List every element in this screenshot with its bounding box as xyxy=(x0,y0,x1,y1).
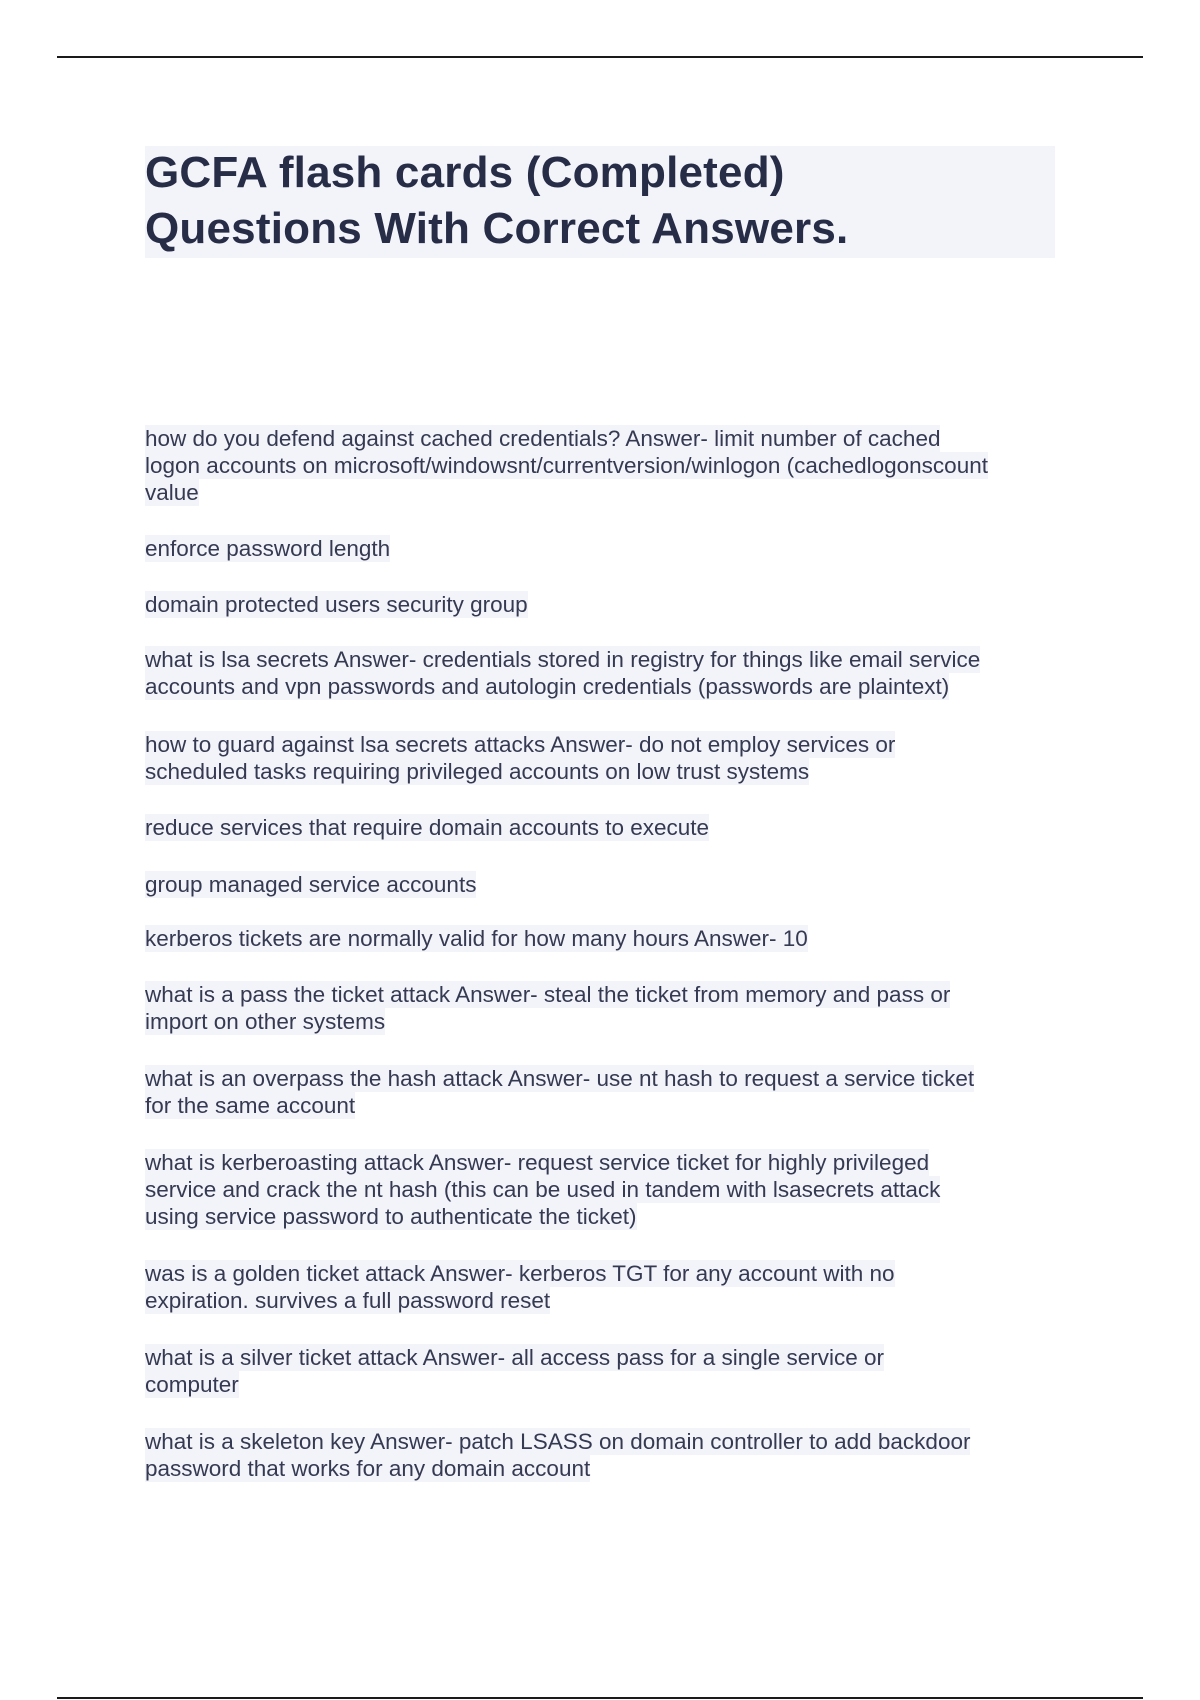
document-title xyxy=(145,146,1055,258)
flashcard-entry-1 xyxy=(145,425,988,506)
entry-line: how to guard against lsa secrets attacks Answer- do not employ services or xyxy=(145,732,896,757)
entry-line: what is kerberoasting attack Answer- request service ticket for highly privileged xyxy=(145,1150,930,1175)
flashcard-entry-7 xyxy=(145,871,476,898)
flashcard-entry-6 xyxy=(145,814,709,841)
title-line-1: GCFA flash cards (Completed) xyxy=(145,148,785,197)
entry-line: logon accounts on microsoft/windowsnt/currentversion/winlogon (cachedlogonscount xyxy=(145,453,988,478)
entry-line: kerberos tickets are normally valid for how many hours Answer- 10 xyxy=(145,926,808,951)
flashcard-entry-5 xyxy=(145,731,895,785)
entry-line: what is a skeleton key Answer- patch LSASS on domain controller to add backdoor xyxy=(145,1429,971,1454)
entry-line: group managed service accounts xyxy=(145,872,477,897)
flashcard-entry-8 xyxy=(145,925,808,952)
flashcard-entry-3 xyxy=(145,591,528,618)
flashcard-entry-2 xyxy=(145,535,390,562)
entry-line: using service password to authenticate the ticket) xyxy=(145,1204,637,1229)
entry-line: reduce services that require domain accounts to execute xyxy=(145,815,710,840)
entry-line: enforce password length xyxy=(145,536,391,561)
entry-line: computer xyxy=(145,1372,239,1397)
entry-line: accounts and vpn passwords and autologin credentials (passwords are plaintext) xyxy=(145,674,950,699)
flashcard-entry-14 xyxy=(145,1428,970,1482)
entry-line: domain protected users security group xyxy=(145,592,528,617)
flashcard-entry-10 xyxy=(145,1065,974,1119)
entry-line: service and crack the nt hash (this can be used in tandem with lsasecrets attack xyxy=(145,1177,941,1202)
entry-line: what is an overpass the hash attack Answer- use nt hash to request a service ticket xyxy=(145,1066,975,1091)
entry-line: expiration. survives a full password reset xyxy=(145,1288,551,1313)
entry-line: password that works for any domain account xyxy=(145,1456,591,1481)
entry-line: was is a golden ticket attack Answer- kerberos TGT for any account with no xyxy=(145,1261,895,1286)
entry-line: value xyxy=(145,480,199,505)
entry-line: what is a pass the ticket attack Answer- steal the ticket from memory and pass or xyxy=(145,982,951,1007)
entry-line: how do you defend against cached credentials? Answer- limit number of cached xyxy=(145,426,941,451)
entry-line: scheduled tasks requiring privileged accounts on low trust systems xyxy=(145,759,810,784)
flashcard-entry-13 xyxy=(145,1344,884,1398)
bottom-rule xyxy=(57,1697,1143,1699)
entry-line: what is a silver ticket attack Answer- all access pass for a single service or xyxy=(145,1345,885,1370)
flashcard-entry-12 xyxy=(145,1260,895,1314)
entry-line: what is lsa secrets Answer- credentials stored in registry for things like email service xyxy=(145,647,981,672)
flashcard-entry-4 xyxy=(145,646,980,700)
flashcard-entry-11 xyxy=(145,1149,940,1230)
entry-line: for the same account xyxy=(145,1093,356,1118)
title-line-2: Questions With Correct Answers. xyxy=(145,204,849,253)
top-rule xyxy=(57,56,1143,58)
entry-line: import on other systems xyxy=(145,1009,386,1034)
flashcard-entry-9 xyxy=(145,981,950,1035)
